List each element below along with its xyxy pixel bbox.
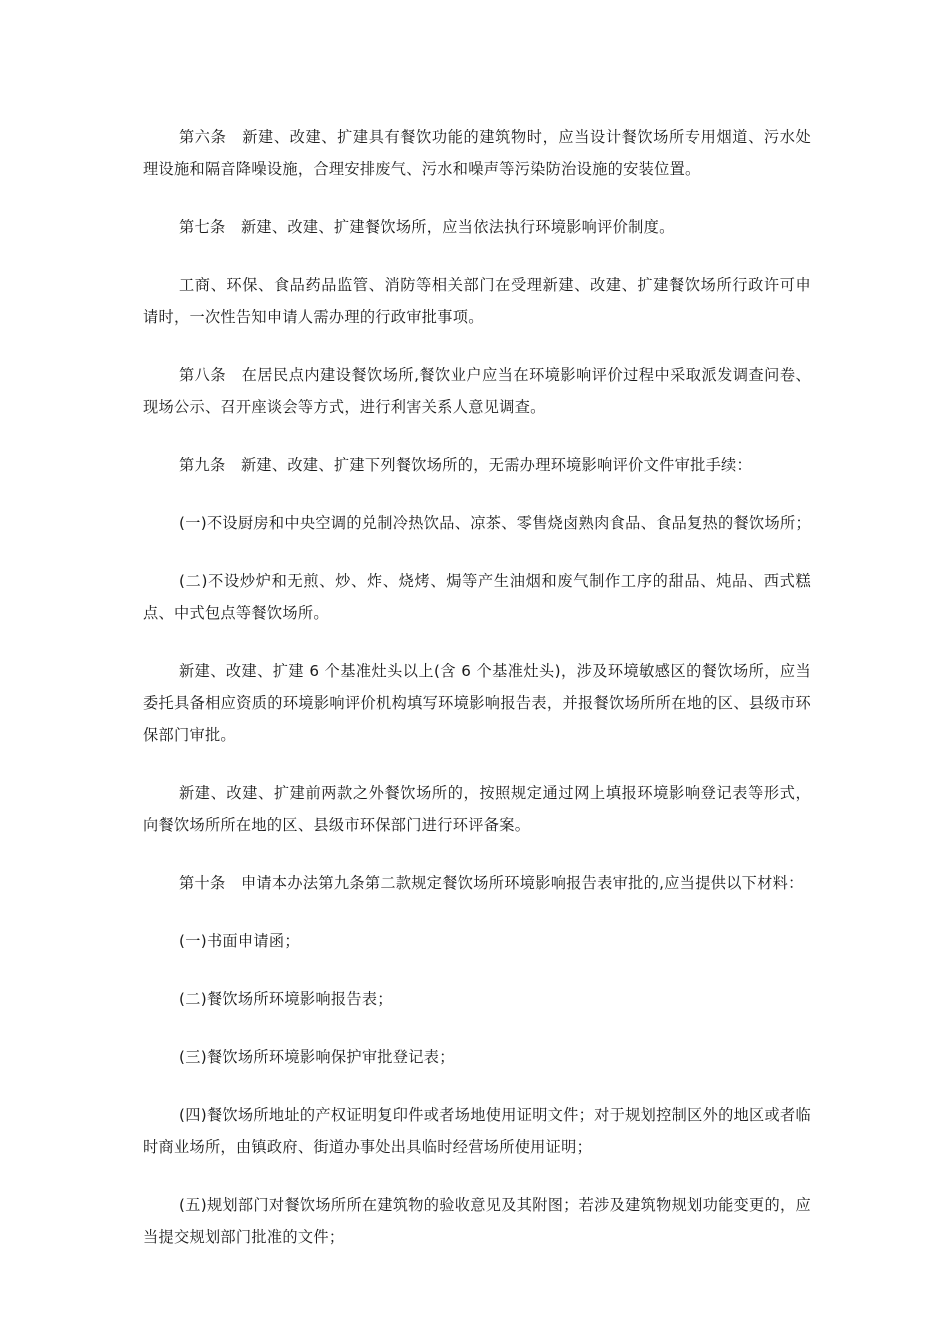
article-9-item-1: (一)不设厨房和中央空调的兑制冷热饮品、凉茶、零售烧卤熟肉食品、食品复热的餐饮场所； bbox=[179, 514, 811, 532]
article-6-paragraph: 第六条 新建、改建、扩建具有餐饮功能的建筑物时，应当设计餐饮场所专用烟道、污水处理设施和隔音降噪设施，合理安排废气、污水和噪声等污染防治设施的安装位置。 bbox=[143, 128, 811, 178]
article-9-clause-2: 新建、改建、扩建 6 个基准灶头以上(含 6 个基准灶头)，涉及环境敏感区的餐饮场所，应当委托具备相应资质的环境影响评价机构填写环境影响报告表，并报餐饮场所所在地的区、县级市环保部门审批。 bbox=[143, 662, 811, 744]
article-9-item-2: (二)不设炒炉和无煎、炒、炸、烧烤、焗等产生油烟和废气制作工序的甜品、炖品、西式糕点、中式包点等餐饮场所。 bbox=[143, 572, 811, 622]
article-10-item-5: (五)规划部门对餐饮场所所在建筑物的验收意见及其附图；若涉及建筑物规划功能变更的，应当提交规划部门批准的文件； bbox=[143, 1196, 811, 1246]
article-10-item-1: (一)书面申请函； bbox=[179, 932, 300, 950]
article-9-clause-3: 新建、改建、扩建前两款之外餐饮场所的，按照规定通过网上填报环境影响登记表等形式，向餐饮场所所在地的区、县级市环保部门进行环评备案。 bbox=[143, 784, 811, 834]
article-10-item-3: (三)餐饮场所环境影响保护审批登记表； bbox=[179, 1048, 455, 1066]
article-10-item-4: (四)餐饮场所地址的产权证明复印件或者场地使用证明文件；对于规划控制区外的地区或者临时商业场所，由镇政府、街道办事处出具临时经营场所使用证明； bbox=[143, 1106, 811, 1156]
document-body bbox=[143, 121, 811, 1279]
article-7-paragraph: 第七条 新建、改建、扩建餐饮场所，应当依法执行环境影响评价制度。 bbox=[179, 218, 675, 236]
article-9-paragraph: 第九条 新建、改建、扩建下列餐饮场所的，无需办理环境影响评价文件审批手续： bbox=[179, 456, 753, 474]
article-7-notice-paragraph: 工商、环保、食品药品监管、消防等相关部门在受理新建、改建、扩建餐饮场所行政许可申请时，一次性告知申请人需办理的行政审批事项。 bbox=[143, 276, 811, 326]
article-10-paragraph: 第十条 申请本办法第九条第二款规定餐饮场所环境影响报告表审批的,应当提供以下材料： bbox=[179, 874, 804, 892]
article-10-item-2: (二)餐饮场所环境影响报告表； bbox=[179, 990, 393, 1008]
article-8-paragraph: 第八条 在居民点内建设餐饮场所,餐饮业户应当在环境影响评价过程中采取派发调查问卷、现场公示、召开座谈会等方式，进行利害关系人意见调查。 bbox=[143, 366, 811, 416]
